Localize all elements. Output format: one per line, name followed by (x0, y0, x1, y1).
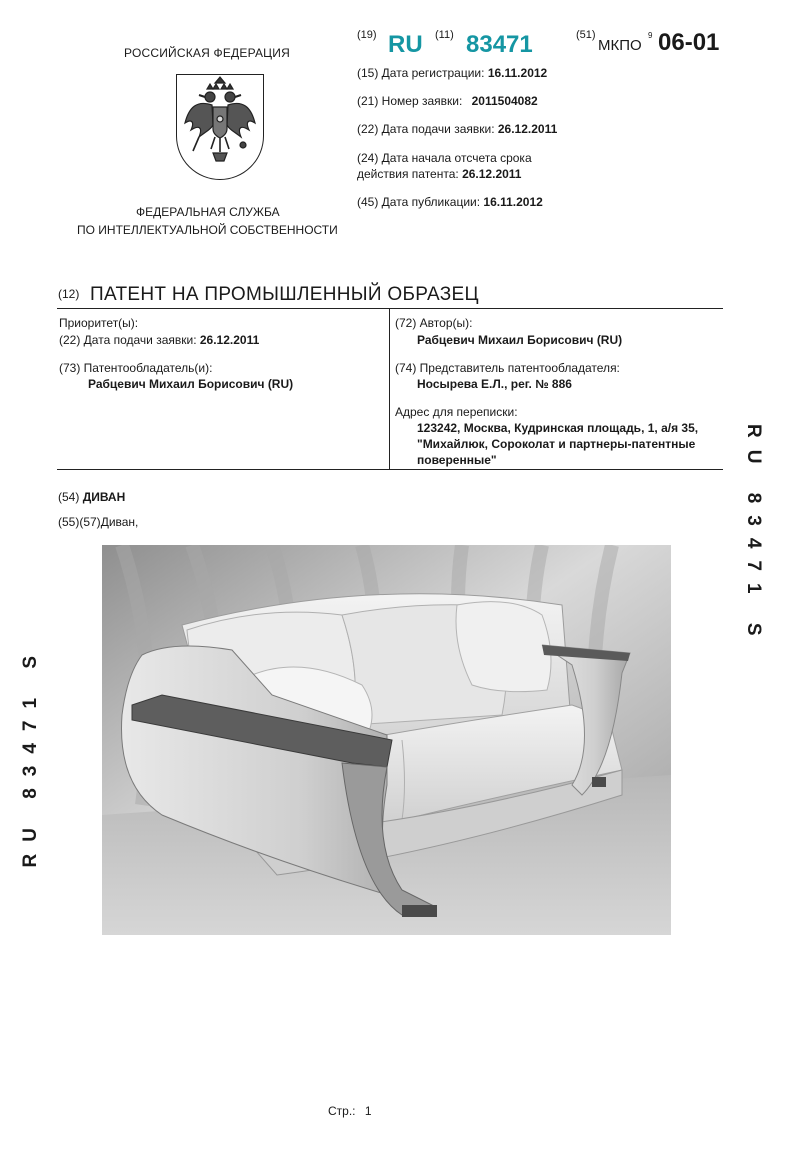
publication-date: 16.11.2012 (483, 195, 543, 209)
page-number-value: 1 (364, 1104, 372, 1118)
publication-label: (45) Дата публикации: (357, 195, 481, 209)
address-line2: "Михайлюк, Сороколат и партнеры-патентные (417, 437, 696, 451)
page-number (328, 1104, 372, 1118)
page-label: Стр.: (328, 1104, 356, 1118)
holder-label: (73) Патентообладатель(и): (59, 361, 213, 375)
priority-filing-row (59, 333, 259, 347)
address-line1: 123242, Москва, Кудринская площадь, 1, а/я 35, (417, 421, 699, 435)
design-description-code: (55)(57) (58, 515, 101, 529)
sofa-photo (102, 545, 671, 935)
divider-top (57, 308, 723, 309)
mkpo-edition: 9 (648, 31, 653, 40)
author-value: Рабцевич Михаил Борисович (RU) (417, 333, 623, 347)
filing-date-row (357, 122, 557, 136)
code-12: (12) (58, 287, 80, 301)
design-description: Диван, (100, 515, 139, 529)
author-label: (72) Автор(ы): (395, 316, 473, 330)
holder-value: Рабцевич Михаил Борисович (RU) (88, 377, 294, 391)
code-19: (19) (357, 29, 377, 41)
priority-filing-date: 26.12.2011 (199, 333, 260, 347)
address-line3: поверенные" (417, 453, 497, 467)
design-description-row (58, 515, 138, 529)
design-name-row (58, 490, 125, 504)
application-number: 2011504082 (471, 94, 538, 108)
code-11: (11) (435, 29, 454, 41)
address-label: Адрес для переписки: (395, 405, 518, 419)
side-stamp-right-text: RU 83471 S (743, 424, 764, 648)
publication-date-row (357, 195, 543, 209)
term-label-line1: (24) Дата начала отсчета срока (357, 151, 532, 165)
application-label: (21) Номер заявки: (357, 94, 463, 108)
registration-date: 16.11.2012 (487, 66, 548, 80)
mkpo-label: МКПО (598, 37, 642, 54)
term-row (357, 167, 521, 181)
representative-label: (74) Представитель патентообладателя: (395, 361, 620, 375)
agency-name-line2: ПО ИНТЕЛЛЕКТУАЛЬНОЙ СОБСТВЕННОСТИ (77, 223, 338, 237)
document-title: ПАТЕНТ НА ПРОМЫШЛЕННЫЙ ОБРАЗЕЦ (90, 284, 479, 305)
double-headed-eagle-icon (177, 75, 263, 179)
filing-date: 26.12.2011 (497, 122, 558, 136)
filing-label: (22) Дата подачи заявки: (357, 122, 495, 136)
registration-label: (15) Дата регистрации: (357, 66, 485, 80)
country-name: РОССИЙСКАЯ ФЕДЕРАЦИЯ (124, 46, 290, 60)
patent-number: 83471 (466, 31, 533, 58)
application-number-row (357, 94, 538, 108)
design-name: ДИВАН (82, 490, 126, 504)
code-51: (51) (576, 29, 596, 41)
country-code: RU (388, 31, 423, 58)
registration-date-row (357, 66, 547, 80)
term-label-line2: действия патента: (357, 167, 459, 181)
priority-filing-label: (22) Дата подачи заявки: (59, 333, 197, 347)
divider-vertical (389, 308, 390, 469)
divider-bottom (57, 469, 723, 470)
priority-label: Приоритет(ы): (59, 316, 139, 330)
emblem-shield (176, 74, 264, 180)
term-date: 26.12.2011 (462, 167, 522, 181)
agency-name-line1: ФЕДЕРАЛЬНАЯ СЛУЖБА (136, 205, 280, 219)
mkpo-class: 06-01 (658, 29, 720, 56)
representative-value: Носырева Е.Л., рег. № 886 (417, 377, 572, 391)
side-stamp-left-text: RU 83471 S (20, 644, 41, 868)
design-name-code: (54) (58, 490, 80, 504)
